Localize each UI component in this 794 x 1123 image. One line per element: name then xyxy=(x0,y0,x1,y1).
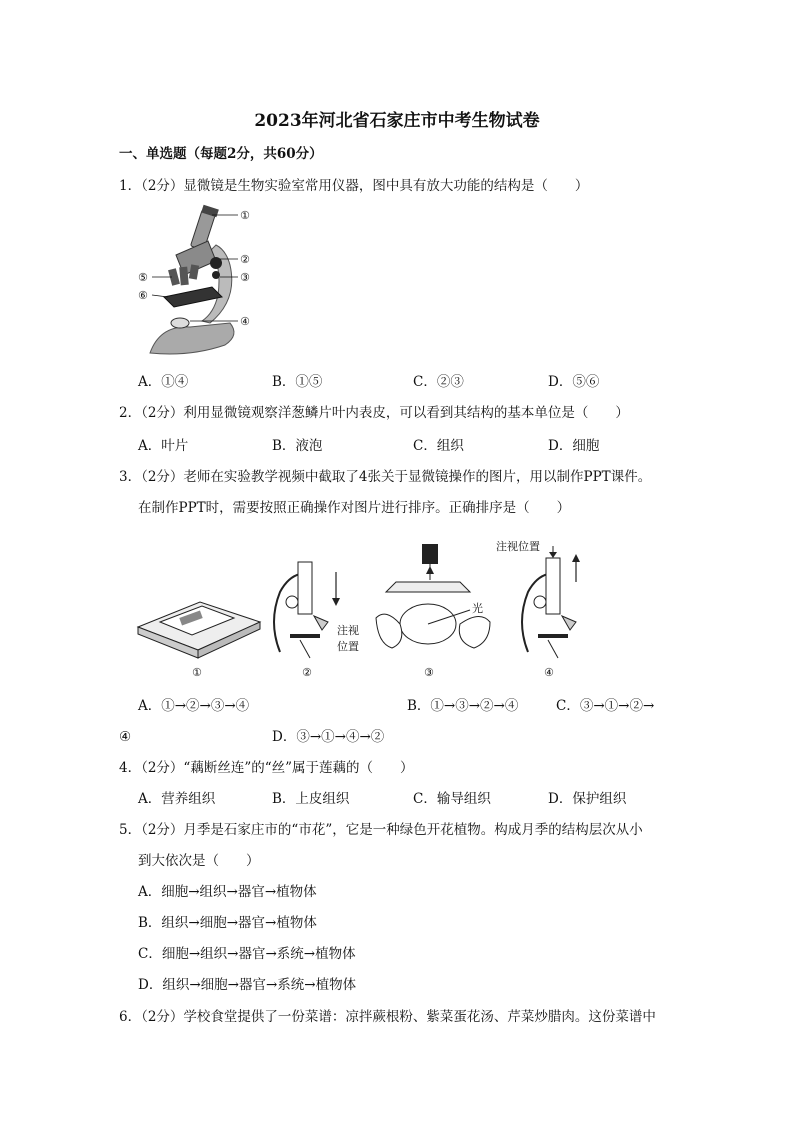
figure-label: 注视位置 xyxy=(496,540,540,553)
label-3: ③ xyxy=(240,271,250,284)
option-d[interactable]: D．组织→细胞→器官→系统→植物体 xyxy=(138,977,357,993)
label-4: ④ xyxy=(240,315,250,328)
step-2-microscope-icon xyxy=(274,562,340,658)
option-c[interactable]: C．细胞→组织→器官→系统→植物体 xyxy=(138,946,356,962)
option-c-continued: ④ xyxy=(119,729,132,745)
option-b[interactable]: B．组织→细胞→器官→植物体 xyxy=(138,915,317,931)
question-3-stem-line1: 3．（2分）老师在实验教学视频中截取了4张关于显微镜操作的图片，用以制作PPT课件。 xyxy=(119,469,652,485)
option-c[interactable]: C．输导组织 xyxy=(413,791,491,807)
option-a[interactable]: A．细胞→组织→器官→植物体 xyxy=(138,884,317,900)
figure-label: 位置 xyxy=(337,640,359,653)
question-2-stem: 2．（2分）利用显微镜观察洋葱鳞片叶内表皮，可以看到其结构的基本单位是（ ） xyxy=(119,405,629,421)
question-1-stem: 1．（2分）显微镜是生物实验室常用仪器，图中具有放大功能的结构是（ ） xyxy=(119,178,589,194)
figure-label: 光 xyxy=(472,602,483,615)
question-5-stem-line1: 5．（2分）月季是石家庄市的“市花”，它是一种绿色开花植物。构成月季的结构层次从小 xyxy=(119,822,643,838)
step-4-microscope-icon xyxy=(522,546,580,658)
page-title: 2023年河北省石家庄市中考生物试卷 xyxy=(254,111,540,131)
label-5: ⑤ xyxy=(138,271,148,284)
option-d[interactable]: D．保护组织 xyxy=(548,791,627,807)
microscope-steps-figure xyxy=(130,532,690,682)
option-a[interactable]: A．叶片 xyxy=(138,438,189,454)
option-a[interactable]: A．①→②→③→④ xyxy=(138,698,250,714)
option-b[interactable]: B．液泡 xyxy=(272,438,323,454)
label-6: ⑥ xyxy=(138,289,148,302)
figure-label: ① xyxy=(192,666,202,679)
option-c[interactable]: C．③→①→②→ xyxy=(556,698,655,714)
option-c[interactable]: C．组织 xyxy=(413,438,464,454)
option-a[interactable]: A．①④ xyxy=(138,374,189,390)
microscope-figure xyxy=(130,205,270,365)
question-4-stem: 4．（2分）“藕断丝连”的“丝”属于莲藕的（ ） xyxy=(119,760,414,776)
option-b[interactable]: B．①→③→②→④ xyxy=(407,698,519,714)
figure-label: ② xyxy=(302,666,312,679)
option-b[interactable]: B．上皮组织 xyxy=(272,791,350,807)
question-5-stem-line2: 到大依次是（ ） xyxy=(138,853,260,869)
figure-label: ③ xyxy=(424,666,434,679)
option-c[interactable]: C．②③ xyxy=(413,374,464,390)
label-2: ② xyxy=(240,253,250,266)
section-heading: 一、单选题（每题2分，共60分） xyxy=(119,146,323,162)
figure-label: 注视 xyxy=(337,624,359,637)
figure-label: ④ xyxy=(544,666,554,679)
step-3-hands-icon xyxy=(376,544,490,648)
option-d[interactable]: D．③→①→④→② xyxy=(272,729,385,745)
option-a[interactable]: A．营养组织 xyxy=(138,791,216,807)
option-d[interactable]: D．⑤⑥ xyxy=(548,374,600,390)
question-6-stem: 6．（2分）学校食堂提供了一份菜谱：凉拌蕨根粉、紫菜蛋花汤、芹菜炒腊肉。这份菜谱中 xyxy=(119,1009,656,1025)
step-1-slide-icon xyxy=(138,602,260,658)
option-d[interactable]: D．细胞 xyxy=(548,438,600,454)
question-3-stem-line2: 在制作PPT时，需要按照正确操作对图片进行排序。正确排序是（ ） xyxy=(138,500,571,516)
label-1: ① xyxy=(240,209,250,222)
option-b[interactable]: B．①⑤ xyxy=(272,374,323,390)
